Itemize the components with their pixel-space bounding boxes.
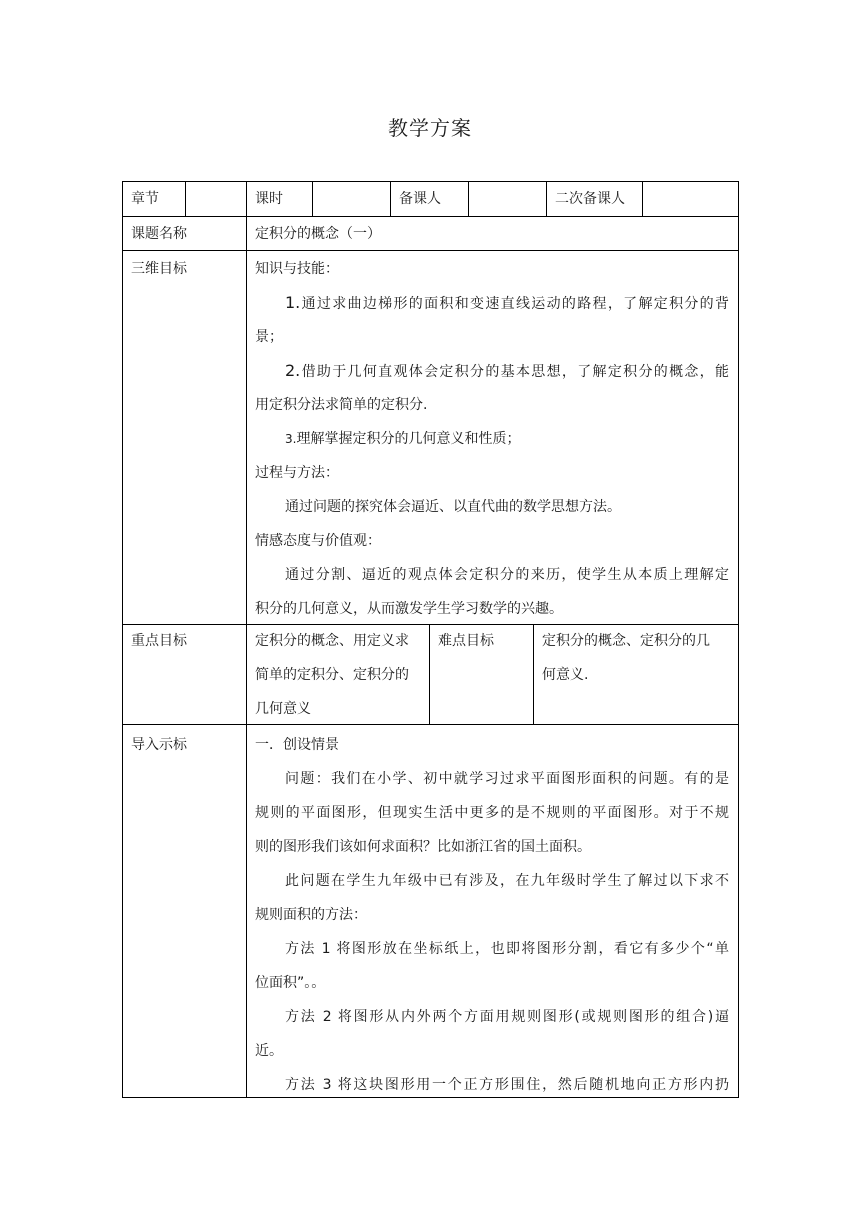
objective-item-3-number: 3. bbox=[285, 432, 297, 446]
intro-question-line-1: 问题：我们在小学、初中就学习过求平面图形面积的问题。有的是 bbox=[285, 771, 729, 787]
objective-item-1-line-1 bbox=[255, 286, 729, 320]
row-divider bbox=[123, 216, 738, 217]
preparer-label: 备课人 bbox=[399, 191, 441, 207]
column-divider bbox=[642, 182, 643, 216]
intro-paragraph-line-2: 规则面积的方法： bbox=[255, 907, 367, 923]
intro-content bbox=[255, 728, 729, 1102]
column-divider bbox=[185, 182, 186, 216]
row-divider bbox=[123, 724, 738, 725]
chapter-label: 章节 bbox=[131, 191, 159, 207]
column-divider bbox=[246, 182, 247, 1097]
objective-item-2-text: 借助于几何直观体会定积分的基本思想，了解定积分的概念，能 bbox=[300, 364, 729, 380]
column-divider bbox=[546, 182, 547, 216]
key-points-content bbox=[255, 624, 423, 726]
column-divider bbox=[390, 182, 391, 216]
topic-label: 课题名称 bbox=[131, 226, 187, 242]
column-divider bbox=[468, 182, 469, 216]
column-divider bbox=[312, 182, 313, 216]
objective-item-1-number: 1. bbox=[285, 293, 301, 312]
process-heading: 过程与方法： bbox=[255, 465, 339, 481]
objective-item-2-number: 2. bbox=[285, 361, 301, 380]
key-points-label: 重点目标 bbox=[131, 633, 187, 649]
method-2-line-1: 方法 2 将图形从内外两个方面用规则图形(或规则图形的组合)逼 bbox=[285, 1009, 729, 1025]
document-title: 教学方案 bbox=[388, 116, 472, 140]
objectives-content bbox=[255, 252, 729, 626]
difficult-points-line-2: 何意义. bbox=[542, 667, 589, 683]
emotion-line-2: 积分的几何意义，从而激发学生学习数学的兴趣。 bbox=[255, 601, 563, 617]
lesson-plan-table bbox=[122, 181, 739, 1098]
intro-question-line-3: 则的图形我们该如何求面积？比如浙江省的国土面积。 bbox=[255, 839, 591, 855]
objective-item-1-line-2: 景； bbox=[255, 329, 283, 345]
objective-item-2-line-1 bbox=[255, 354, 729, 388]
column-divider bbox=[429, 624, 430, 724]
column-divider bbox=[533, 624, 534, 724]
objectives-label: 三维目标 bbox=[131, 261, 187, 277]
intro-paragraph-line-1: 此问题在学生九年级中已有涉及，在九年级时学生了解过以下求不 bbox=[285, 873, 729, 889]
intro-label: 导入示标 bbox=[131, 737, 187, 753]
key-points-line-3: 几何意义 bbox=[255, 701, 311, 717]
emotion-line-1: 通过分割、逼近的观点体会定积分的来历，使学生从本质上理解定 bbox=[285, 567, 729, 583]
difficult-points-line-1: 定积分的概念、定积分的几 bbox=[542, 633, 710, 649]
objective-item-3 bbox=[255, 422, 729, 456]
row-divider bbox=[123, 250, 738, 251]
intro-question-line-2: 规则的平面图形，但现实生活中更多的是不规则的平面图形。对于不规 bbox=[255, 805, 729, 821]
emotion-heading: 情感态度与价值观： bbox=[255, 533, 381, 549]
method-2-line-2: 近。 bbox=[255, 1043, 283, 1059]
class-hours-label: 课时 bbox=[255, 191, 283, 207]
difficult-points-content bbox=[542, 624, 732, 692]
second-preparer-label: 二次备课人 bbox=[555, 191, 625, 207]
process-text: 通过问题的探究体会逼近、以直代曲的数学思想方法。 bbox=[285, 499, 621, 515]
method-1-line-2: 位面积”。。 bbox=[255, 975, 326, 991]
key-points-line-1: 定积分的概念、用定义求 bbox=[255, 633, 409, 649]
objective-item-1-text: 通过求曲边梯形的面积和变速直线运动的路程，了解定积分的背 bbox=[300, 296, 729, 312]
objective-item-2-line-2: 用定积分法求简单的定积分. bbox=[255, 397, 428, 413]
key-points-line-2: 简单的定积分、定积分的 bbox=[255, 667, 409, 683]
method-1-line-1: 方法 1 将图形放在坐标纸上，也即将图形分割，看它有多少个“单 bbox=[285, 941, 729, 957]
intro-section-heading: 一．创设情景 bbox=[255, 737, 339, 753]
topic-value: 定积分的概念（一） bbox=[255, 226, 381, 242]
difficult-points-label: 难点目标 bbox=[438, 633, 494, 649]
knowledge-heading: 知识与技能： bbox=[255, 261, 339, 277]
objective-item-3-text: 理解掌握定积分的几何意义和性质； bbox=[296, 431, 521, 447]
method-3-line-1: 方法 3 将这块图形用一个正方形围住，然后随机地向正方形内扔 bbox=[285, 1077, 729, 1093]
